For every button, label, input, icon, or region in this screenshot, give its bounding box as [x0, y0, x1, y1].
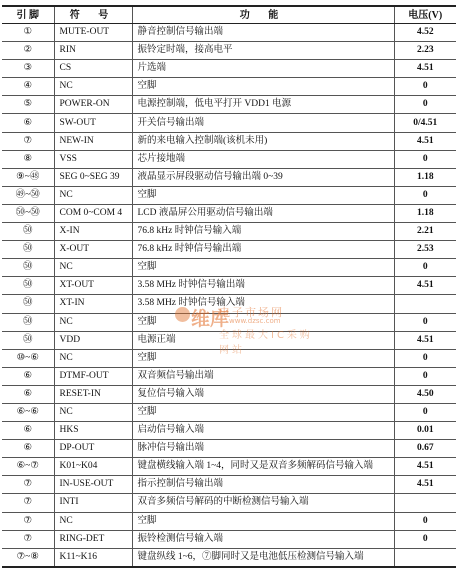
- pin-cell: ⑦: [2, 530, 54, 548]
- table-row: [2, 168, 456, 186]
- voltage-cell: 4.51: [394, 60, 456, 78]
- table-row: [2, 530, 456, 548]
- symbol-cell: SEG 0~SEG 39: [54, 168, 132, 186]
- pin-cell: ⑦~⑧: [2, 548, 54, 567]
- pin-cell: ⑥~⑦: [2, 458, 54, 476]
- voltage-cell: 2.21: [394, 223, 456, 241]
- function-cell: 76.8 kHz 时钟信号输出端: [132, 241, 394, 259]
- voltage-cell: [394, 295, 456, 313]
- voltage-cell: 0: [394, 403, 456, 421]
- symbol-cell: DTMF-OUT: [54, 367, 132, 385]
- symbol-cell: MUTE-OUT: [54, 24, 132, 42]
- table-row: [2, 223, 456, 241]
- symbol-cell: NC: [54, 349, 132, 367]
- function-cell: 复位信号输入端: [132, 385, 394, 403]
- table-row: [2, 132, 456, 150]
- voltage-cell: 4.51: [394, 132, 456, 150]
- watermark-url: www.dzsc.com: [229, 317, 281, 325]
- voltage-cell: 4.52: [394, 24, 456, 42]
- voltage-cell: 4.50: [394, 385, 456, 403]
- header-pin: 引 脚: [2, 6, 54, 24]
- function-cell: 双音频信号输出端: [132, 367, 394, 385]
- function-cell: 静音控制信号输出端: [132, 24, 394, 42]
- voltage-cell: [394, 548, 456, 567]
- table-row: [2, 96, 456, 114]
- function-cell: 启动信号输入端: [132, 422, 394, 440]
- symbol-cell: K11~K16: [54, 548, 132, 567]
- symbol-cell: XT-OUT: [54, 277, 132, 295]
- pin-cell: ①: [2, 24, 54, 42]
- table-row: [2, 422, 456, 440]
- function-cell: 液晶显示屏段驱动信号输出端 0~39: [132, 168, 394, 186]
- symbol-cell: RESET-IN: [54, 385, 132, 403]
- pin-cell: ⑤: [2, 96, 54, 114]
- pin-cell: ㊿: [2, 277, 54, 295]
- symbol-cell: NC: [54, 259, 132, 277]
- pin-cell: ⑨~㊽: [2, 168, 54, 186]
- function-cell: 空脚: [132, 78, 394, 96]
- pin-cell: ⑩~⑥: [2, 349, 54, 367]
- voltage-cell: 0: [394, 530, 456, 548]
- voltage-cell: 2.23: [394, 42, 456, 60]
- pin-cell: ㊾~㊿: [2, 186, 54, 204]
- function-cell: 空脚: [132, 349, 394, 367]
- function-cell: LCD 液晶屏公用驱动信号输出端: [132, 204, 394, 222]
- function-cell: 片选端: [132, 60, 394, 78]
- header-voltage: 电压(V): [394, 6, 456, 24]
- table-row: [2, 476, 456, 494]
- table-row: [2, 440, 456, 458]
- table-row: [2, 367, 456, 385]
- pin-cell: ⑥~⑥: [2, 403, 54, 421]
- table-row: [2, 277, 456, 295]
- symbol-cell: RING-DET: [54, 530, 132, 548]
- pin-cell: ⑥: [2, 422, 54, 440]
- pin-cell: ⑦: [2, 512, 54, 530]
- voltage-cell: 0: [394, 78, 456, 96]
- function-cell: 空脚: [132, 259, 394, 277]
- symbol-cell: POWER-ON: [54, 96, 132, 114]
- function-cell: 76.8 kHz 时钟信号输入端: [132, 223, 394, 241]
- symbol-cell: NEW-IN: [54, 132, 132, 150]
- pin-cell: ㊿: [2, 331, 54, 349]
- symbol-cell: RIN: [54, 42, 132, 60]
- symbol-cell: VSS: [54, 150, 132, 168]
- pin-cell: ⑧: [2, 150, 54, 168]
- pin-cell: ⑥: [2, 114, 54, 132]
- table-row: [2, 24, 456, 42]
- watermark-slogan: 全球最大IC采购网站: [219, 330, 313, 356]
- cropped-caption: [0, 0, 460, 4]
- symbol-cell: NC: [54, 403, 132, 421]
- function-cell: 振铃检测信号输入端: [132, 530, 394, 548]
- watermark-logo: 维库: [191, 308, 230, 330]
- function-cell: 空脚: [132, 512, 394, 530]
- function-cell: 空脚: [132, 186, 394, 204]
- pin-cell: ㊿~㊿: [2, 204, 54, 222]
- voltage-cell: 0.01: [394, 422, 456, 440]
- table-row: [2, 494, 456, 512]
- symbol-cell: X-IN: [54, 223, 132, 241]
- voltage-cell: 4.51: [394, 331, 456, 349]
- function-cell: 振铃定时端，接高电平: [132, 42, 394, 60]
- table-row: [2, 259, 456, 277]
- symbol-cell: HKS: [54, 422, 132, 440]
- header-function: 功 能: [132, 6, 394, 24]
- symbol-cell: NC: [54, 186, 132, 204]
- table-body: [2, 24, 456, 567]
- table-row: [2, 186, 456, 204]
- pin-cell: ⑦: [2, 494, 54, 512]
- symbol-cell: NC: [54, 313, 132, 331]
- function-cell: 键盘横线输入端 1~4，同时又是双音多频解码信号输入端: [132, 458, 394, 476]
- symbol-cell: NC: [54, 78, 132, 96]
- function-cell: 开关信号输出端: [132, 114, 394, 132]
- pin-cell: ⑥: [2, 440, 54, 458]
- symbol-cell: COM 0~COM 4: [54, 204, 132, 222]
- table-row: [2, 78, 456, 96]
- voltage-cell: 0: [394, 259, 456, 277]
- function-cell: 芯片接地端: [132, 150, 394, 168]
- table-row: [2, 548, 456, 567]
- table-row: [2, 385, 456, 403]
- table-row: [2, 60, 456, 78]
- table-row: [2, 313, 456, 331]
- voltage-cell: 0: [394, 349, 456, 367]
- symbol-cell: INTI: [54, 494, 132, 512]
- pin-cell: ㊿: [2, 295, 54, 313]
- pin-cell: ⑥: [2, 385, 54, 403]
- function-cell: 键盘纵线 1~6，⑦脚同时又是电池低压检测信号输入端: [132, 548, 394, 567]
- function-cell: 脉冲信号输出端: [132, 440, 394, 458]
- voltage-cell: 0: [394, 150, 456, 168]
- voltage-cell: 0/4.51: [394, 114, 456, 132]
- header-symbol: 符 号: [54, 6, 132, 24]
- voltage-cell: 0: [394, 313, 456, 331]
- pin-function-table: [2, 5, 456, 568]
- pin-cell: ㊿: [2, 223, 54, 241]
- symbol-cell: NC: [54, 512, 132, 530]
- voltage-cell: 0: [394, 367, 456, 385]
- pin-cell: ⑦: [2, 476, 54, 494]
- function-cell: 指示控制信号输出端: [132, 476, 394, 494]
- table-row: [2, 42, 456, 60]
- voltage-cell: [394, 494, 456, 512]
- voltage-cell: 0: [394, 512, 456, 530]
- table-row: [2, 150, 456, 168]
- table-row: [2, 295, 456, 313]
- symbol-cell: VDD: [54, 331, 132, 349]
- pin-cell: ㊿: [2, 241, 54, 259]
- table-row: [2, 403, 456, 421]
- table-row: [2, 331, 456, 349]
- function-cell: 空脚: [132, 313, 394, 331]
- function-cell: 电源控制端，低电平打开 VDD1 电源: [132, 96, 394, 114]
- symbol-cell: XT-IN: [54, 295, 132, 313]
- voltage-cell: 4.51: [394, 277, 456, 295]
- voltage-cell: 4.51: [394, 458, 456, 476]
- function-cell: 空脚: [132, 403, 394, 421]
- symbol-cell: DP-OUT: [54, 440, 132, 458]
- symbol-cell: IN-USE-OUT: [54, 476, 132, 494]
- voltage-cell: 0.67: [394, 440, 456, 458]
- table-row: [2, 512, 456, 530]
- voltage-cell: 4.51: [394, 476, 456, 494]
- voltage-cell: 2.53: [394, 241, 456, 259]
- voltage-cell: 0: [394, 96, 456, 114]
- function-cell: 双音多频信号解码的中断检测信号输入端: [132, 494, 394, 512]
- table-row: [2, 241, 456, 259]
- voltage-cell: 0: [394, 186, 456, 204]
- voltage-cell: 1.18: [394, 204, 456, 222]
- table-row: [2, 458, 456, 476]
- table-row: [2, 349, 456, 367]
- watermark-tag: 电子市场网: [219, 306, 284, 319]
- table-row: [2, 204, 456, 222]
- function-cell: 3.58 MHz 时钟信号输出端: [132, 277, 394, 295]
- function-cell: 新的来电输入控制端(该机未用): [132, 132, 394, 150]
- table-header-row: [2, 6, 456, 24]
- function-cell: 电源正端: [132, 331, 394, 349]
- symbol-cell: X-OUT: [54, 241, 132, 259]
- pin-cell: ③: [2, 60, 54, 78]
- table-row: [2, 114, 456, 132]
- voltage-cell: 1.18: [394, 168, 456, 186]
- pin-cell: ②: [2, 42, 54, 60]
- symbol-cell: SW-OUT: [54, 114, 132, 132]
- pin-cell: ⑥: [2, 367, 54, 385]
- pin-cell: ⑦: [2, 132, 54, 150]
- pin-cell: ㊿: [2, 259, 54, 277]
- symbol-cell: CS: [54, 60, 132, 78]
- function-cell: 3.58 MHz 时钟信号输入端: [132, 295, 394, 313]
- pin-cell: ④: [2, 78, 54, 96]
- symbol-cell: K01~K04: [54, 458, 132, 476]
- pin-cell: ㊿: [2, 313, 54, 331]
